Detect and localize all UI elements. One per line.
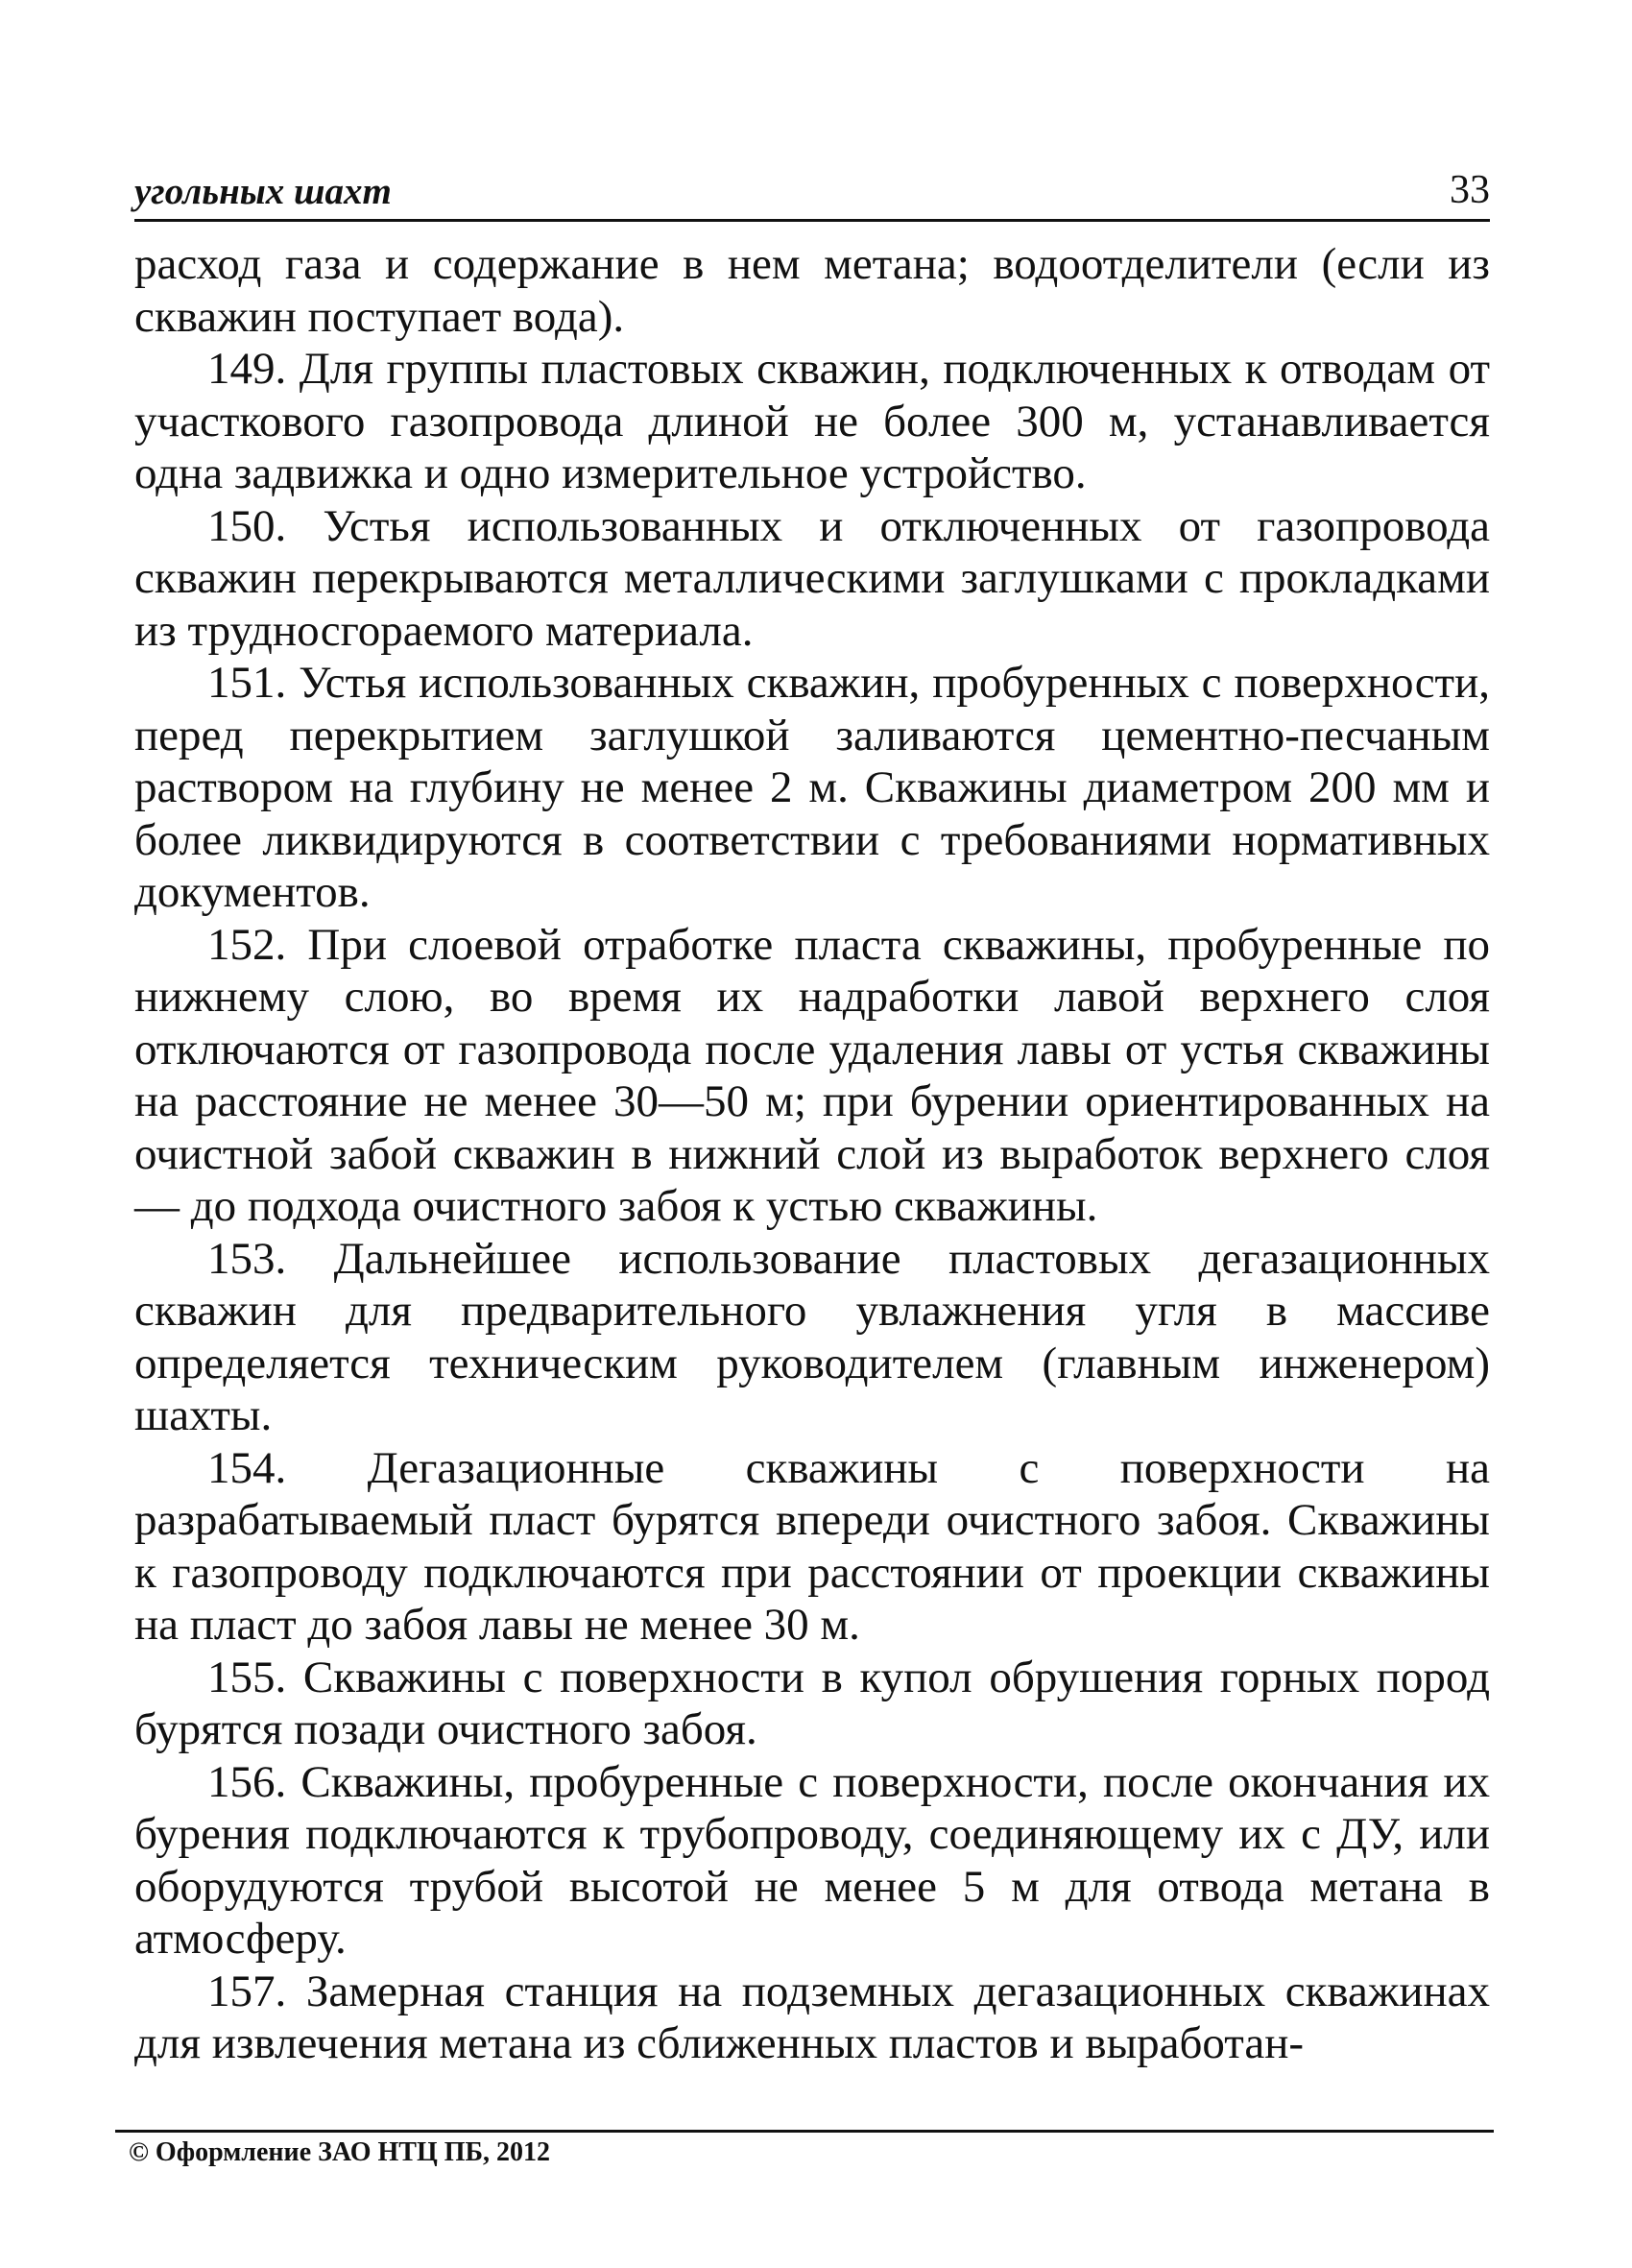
paragraph-156: 156. Скважины, пробуренные с поверхности, после окончания их бурения подключаются к трубопроводу, соединяющему их с ДУ, или оборудуются трубой высотой не менее 5 м для отвода метана в атмосферу. (134, 1756, 1490, 1964)
document-body (134, 238, 1490, 2070)
paragraph-152: 152. При слоевой отработке пласта скважины, пробуренные по нижнему слою, во время их надработки лавой верхнего слоя отключаются от газопровода после удаления лавы от устья скважины на расстояние не менее 30—50 м; при бурении ориентированных на очистной забой скважин в нижний слой из выработок верхнего слоя — до подхода очистного забоя к устью скважины. (134, 919, 1490, 1231)
paragraph-155: 155. Скважины с поверхности в купол обрушения горных пород бурятся позади очистного забоя. (134, 1652, 1490, 1754)
paragraph-151: 151. Устья использованных скважин, пробуренных с поверхности, перед перекрытием заглушкой заливаются цементно-песчаным раствором на глубину не менее 2 м. Скважины диаметром 200 мм и более ликвидируются в соответствии с требованиями нормативных документов. (134, 658, 1490, 917)
paragraph-153: 153. Дальнейшее использование пластовых дегазационных скважин для предварительного увлажнения угля в массиве определяется техническим руководителем (главным инженером) шахты. (134, 1233, 1490, 1440)
paragraph-continued: расход газа и содержание в нем метана; водоотделители (если из скважин поступает вода). (134, 239, 1490, 342)
footer-copyright: © Оформление ЗАО НТЦ ПБ, 2012 (129, 2137, 551, 2167)
paragraph-157: 157. Замерная станция на подземных дегазационных скважинах для извлечения метана из сближенных пластов и выработан- (134, 1966, 1490, 2068)
page-number: 33 (1450, 168, 1490, 212)
running-header (134, 169, 1490, 222)
paragraph-154: 154. Дегазационные скважины с поверхности на разрабатываемый пласт бурятся впереди очистного забоя. Скважины к газопроводу подключаются при расстоянии от проекции скважины на пласт до забоя лавы не менее 30 м. (134, 1442, 1490, 1650)
footer-divider (115, 2130, 1494, 2133)
paragraph-150: 150. Устья использованных и отключенных от газопровода скважин перекрываются металлическими заглушками с прокладками из трудносгораемого материала. (134, 500, 1490, 656)
paragraph-149: 149. Для группы пластовых скважин, подключенных к отводам от участкового газопровода длиной не более 300 м, устанавливается одна задвижка и одно измерительное устройство. (134, 344, 1490, 498)
running-title: угольных шахт (134, 171, 392, 212)
